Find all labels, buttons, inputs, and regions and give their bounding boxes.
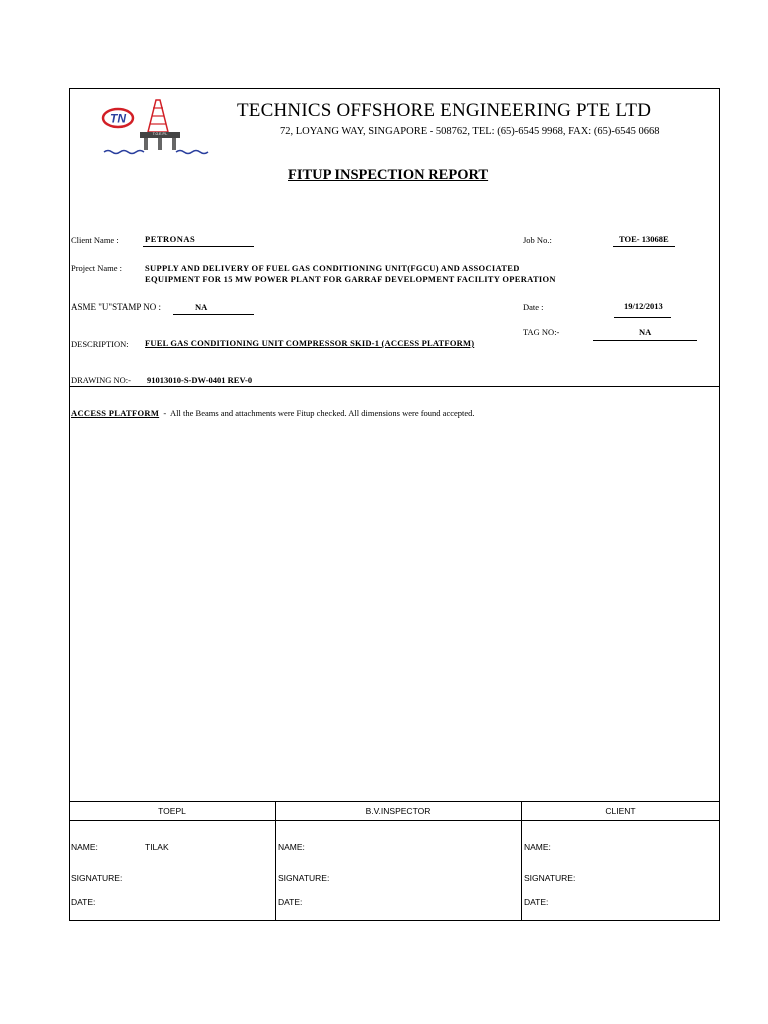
toepl-date-label: DATE: (71, 897, 96, 907)
client-label: Client Name : (71, 235, 119, 245)
drawing-value: 91013010-S-DW-0401 REV-0 (147, 375, 253, 385)
job-value: TOE- 13068E (619, 234, 669, 244)
company-logo (100, 98, 216, 160)
client-date-label: DATE: (524, 897, 549, 907)
company-name: TECHNICS OFFSHORE ENGINEERING PTE LTD (237, 100, 652, 121)
remarks-text: All the Beams and attachments were Fitup checked. All dimensions were found accepted. (170, 408, 475, 418)
client-underline (143, 246, 254, 247)
signoff-top-border (69, 801, 720, 802)
client-name-label: NAME: (524, 842, 551, 852)
report-frame (69, 88, 720, 921)
logo-subtext: T.O.E.P.L (152, 132, 168, 136)
description-label: DESCRIPTION: (71, 339, 129, 349)
project-value: SUPPLY AND DELIVERY OF FUEL GAS CONDITIONING UNIT(FGCU) AND ASSOCIATED EQUIPMENT FOR 15 MW POWER PLANT FOR GARRAF DEVELOPMENT FACILITY OPERATION (145, 263, 556, 284)
signoff-heading-toepl: TOEPL (158, 806, 186, 816)
inspector-signature-label: SIGNATURE: (278, 873, 330, 883)
asme-value: NA (195, 302, 208, 312)
tag-value: NA (639, 327, 652, 337)
toepl-name-value: TILAK (145, 842, 169, 852)
logo-initials: TN (110, 111, 126, 126)
report-title: FITUP INSPECTION REPORT (288, 167, 489, 183)
signoff-heading-inspector: B.V.INSPECTOR (365, 806, 431, 816)
remarks-separator: - (163, 408, 167, 418)
company-address: 72, LOYANG WAY, SINGAPORE - 508762, TEL: (65)-6545 9968, FAX: (65)-6545 0668 (280, 126, 660, 137)
inspector-name-label: NAME: (278, 842, 305, 852)
toepl-signature-label: SIGNATURE: (71, 873, 123, 883)
remarks-heading: ACCESS PLATFORM (71, 408, 160, 418)
date-underline (614, 317, 671, 318)
project-label: Project Name : (71, 263, 122, 273)
toepl-name-label: NAME: (71, 842, 98, 852)
signoff-divider-2 (521, 801, 522, 921)
date-value: 19/12/2013 (624, 301, 663, 311)
drawing-label: DRAWING NO:- (71, 375, 131, 385)
signoff-header-border (69, 820, 720, 821)
inspector-date-label: DATE: (278, 897, 303, 907)
asme-label: ASME "U"STAMP NO : (71, 302, 162, 312)
header-divider (69, 386, 720, 387)
asme-underline (173, 314, 254, 315)
tag-underline (593, 340, 697, 341)
client-value: PETRONAS (145, 234, 196, 244)
description-value: FUEL GAS CONDITIONING UNIT COMPRESSOR SKID-1 (ACCESS PLATFORM) (145, 338, 475, 348)
job-label: Job No.: (523, 235, 552, 245)
client-signature-label: SIGNATURE: (524, 873, 576, 883)
tag-label: TAG NO:- (523, 327, 560, 337)
date-label: Date : (523, 302, 544, 312)
signoff-divider-1 (275, 801, 276, 921)
signoff-heading-client: CLIENT (605, 806, 636, 816)
job-underline (613, 246, 675, 247)
remarks-line (71, 408, 475, 418)
